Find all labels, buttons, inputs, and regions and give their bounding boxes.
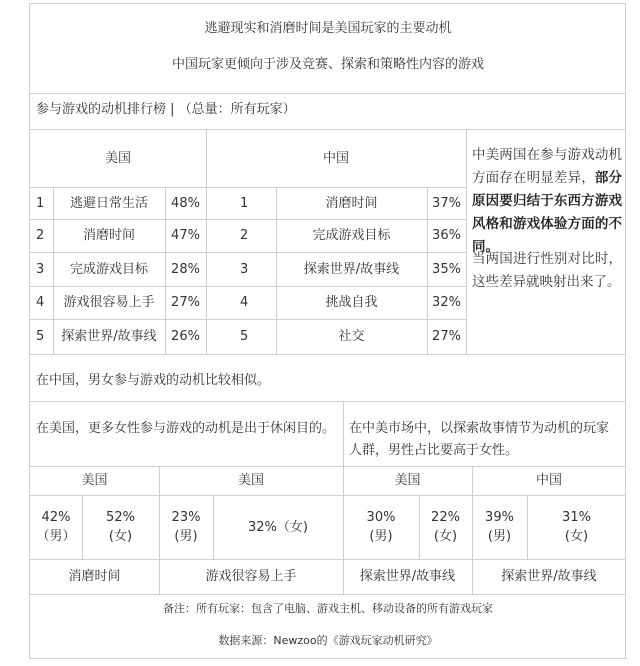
us-motive: 游戏很容易上手 xyxy=(63,295,155,310)
footer-source: 数据来源：Newzoo的《游戏玩家动机研究》 xyxy=(218,634,438,647)
group-country: 美国 xyxy=(81,473,108,488)
gender-contrast-note: 当两国进行性别对比时，这些差异就映射出来了。 xyxy=(472,251,622,290)
us-motive: 完成游戏目标 xyxy=(69,261,148,277)
us-rank: 4 xyxy=(36,295,45,310)
cn-pct: 27% xyxy=(432,329,461,344)
us-female-text: 在美国，更多女性参与游戏的动机是出于休闲目的。 xyxy=(36,421,336,436)
female-label: (女) xyxy=(433,529,458,544)
female-pct: 31% xyxy=(562,510,591,525)
cn-motive: 完成游戏目标 xyxy=(312,228,391,243)
us-rank: 2 xyxy=(36,228,45,243)
cn-pct: 37% xyxy=(432,195,461,211)
group-motive: 游戏很容易上手 xyxy=(205,569,297,584)
us-column-header: 美国 xyxy=(104,150,131,166)
male-cell xyxy=(343,495,419,559)
us-motive: 逃避日常生活 xyxy=(69,195,148,211)
male-cell xyxy=(30,495,82,559)
cn-motive: 消磨时间 xyxy=(325,195,378,211)
female-cell xyxy=(527,495,626,559)
gender-similar-text: 在中国，男女参与游戏的动机比较相似。 xyxy=(36,373,271,388)
male-pct: 30% xyxy=(366,510,396,525)
explore-gender-text: 在中美市场中，以探索故事情节为动机的玩家人群，男性占比要高于女性。 xyxy=(349,421,610,458)
note-text: 中美两国在参与游戏动机方面存在明显差异， xyxy=(472,147,622,186)
cn-column-header: 中国 xyxy=(322,150,349,166)
us-pct: 26% xyxy=(171,329,200,344)
us-rank: 3 xyxy=(36,261,45,277)
us-rank: 1 xyxy=(36,195,45,211)
male-pct: 39% xyxy=(485,510,514,525)
divider xyxy=(30,401,626,402)
male-label: (男) xyxy=(487,529,512,544)
cn-pct: 35% xyxy=(432,261,461,277)
ranking-title: 参与游戏的动机排行榜 | （总量：所有玩家） xyxy=(36,102,296,117)
group-country: 美国 xyxy=(394,473,421,488)
cn-motive: 社交 xyxy=(338,329,365,344)
cn-motive: 探索世界/故事线 xyxy=(303,261,400,277)
female-cell xyxy=(419,495,472,559)
male-label: (男) xyxy=(369,529,393,544)
group-country: 中国 xyxy=(535,473,562,488)
cn-rank: 3 xyxy=(240,261,249,277)
divider xyxy=(30,594,626,595)
cn-rank: 2 xyxy=(240,228,249,243)
divider xyxy=(466,129,467,354)
us-motive: 消磨时间 xyxy=(82,228,135,243)
cn-pct: 36% xyxy=(432,228,461,243)
group-motive: 探索世界/故事线 xyxy=(501,569,597,584)
header-title: 逃避现实和消磨时间是美国玩家的主要动机 xyxy=(204,21,452,36)
female-pct: 22% xyxy=(431,510,460,525)
divider xyxy=(30,93,626,94)
male-cell xyxy=(159,495,213,559)
cn-rank: 5 xyxy=(240,329,249,344)
us-pct: 48% xyxy=(171,195,200,211)
female-label: (女) xyxy=(108,529,133,544)
us-rank: 5 xyxy=(36,329,45,344)
header-subtitle: 中国玩家更倾向于涉及竞赛、探索和策略性内容的游戏 xyxy=(171,57,484,72)
female-label: (女) xyxy=(564,529,589,544)
footer-note: 备注：所有玩家：包含了电脑、游戏主机、移动设备的所有游戏玩家 xyxy=(163,602,493,615)
male-label: (男) xyxy=(174,529,198,544)
divider xyxy=(30,354,626,355)
group-motive: 探索世界/故事线 xyxy=(359,569,456,584)
note-emphasis: 部分原因要归结于东西方游戏风格和游戏体验方面的不同。 xyxy=(472,170,623,255)
cn-rank: 4 xyxy=(240,295,249,310)
difference-note xyxy=(472,144,622,259)
us-pct: 27% xyxy=(171,295,200,310)
us-motive: 探索世界/故事线 xyxy=(61,329,157,344)
female-pct: 52% xyxy=(106,510,135,525)
male-cell xyxy=(472,495,527,559)
us-pct: 28% xyxy=(171,261,200,277)
us-pct: 47% xyxy=(171,228,200,243)
cn-motive: 挑战自我 xyxy=(325,295,378,310)
cn-pct: 32% xyxy=(432,295,461,310)
female-cell: 32%（女) xyxy=(248,519,308,535)
male-pct: 23% xyxy=(171,510,201,525)
female-cell xyxy=(82,495,159,559)
group-country: 美国 xyxy=(237,473,264,488)
cn-rank: 1 xyxy=(240,195,249,211)
male-label: （男） xyxy=(36,529,76,544)
male-pct: 42% xyxy=(41,510,71,525)
group-motive: 消磨时间 xyxy=(68,569,121,584)
